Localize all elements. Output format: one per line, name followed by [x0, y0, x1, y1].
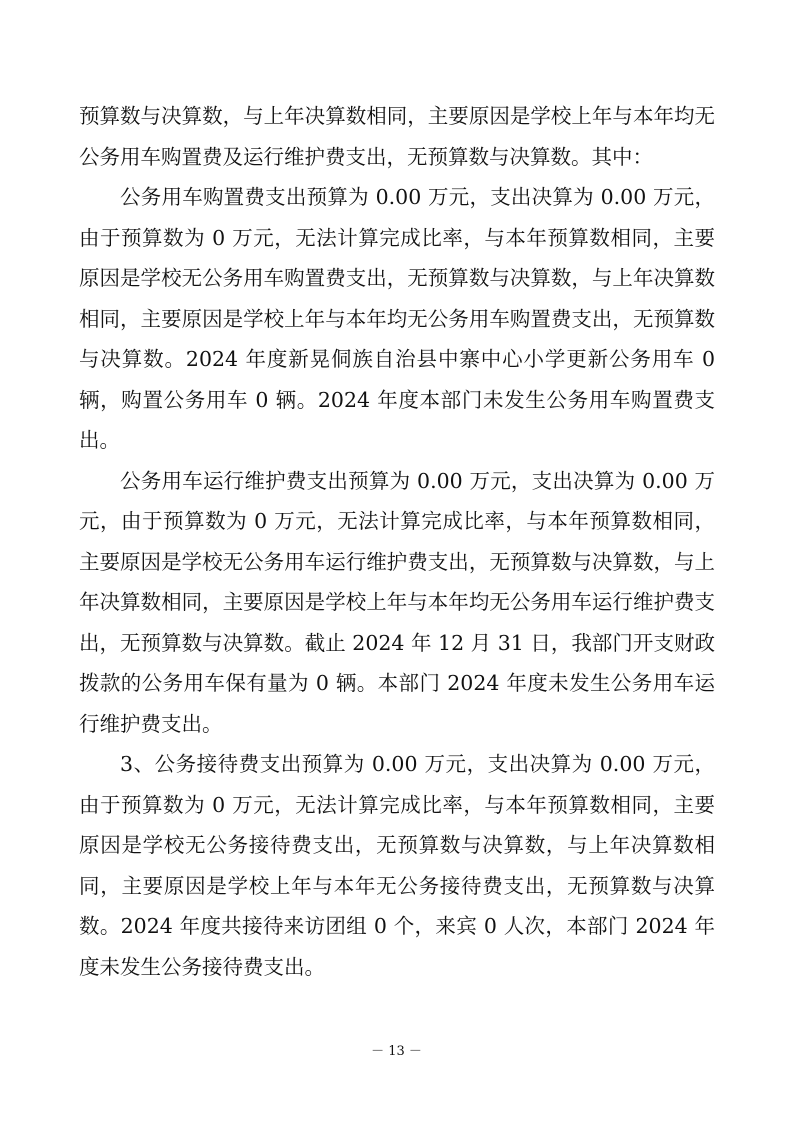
page-number: － 13 － — [371, 1044, 422, 1059]
paragraph-reception-expense: 3、公务接待费支出预算为 0.00 万元，支出决算为 0.00 万元，由于预算数为 0 万元，无法计算完成比率，与本年预算数相同，主要原因是学校无公务接待费支出，无预算数与决算数，与上年决算数相同，主要原因是学校上年与本年无公务接待费支出，无预算数与决算数。2024 年度共接待来访团组 0 个，来宾 0 人次，本部门 2024 年度未发生公务接待费支出。 — [79, 752, 715, 979]
paragraph-continuation: 预算数与决算数，与上年决算数相同，主要原因是学校上年与本年均无公务用车购置费及运行维护费支出，无预算数与决算数。其中： — [79, 104, 715, 169]
body-text — [79, 96, 715, 987]
paragraph-vehicle-purchase: 公务用车购置费支出预算为 0.00 万元，支出决算为 0.00 万元，由于预算数为 0 万元，无法计算完成比率，与本年预算数相同，主要原因是学校无公务用车购置费支出，无预算数与决算数，与上年决算数相同，主要原因是学校上年与本年均无公务用车购置费支出，无预算数与决算数。2024 年度新晃侗族自治县中寨中心小学更新公务用车 0 辆，购置公务用车 0 辆。2024 年度本部门未发生公务用车购置费支出。 — [79, 185, 715, 452]
paragraph-vehicle-operation: 公务用车运行维护费支出预算为 0.00 万元，支出决算为 0.00 万元，由于预算数为 0 万元，无法计算完成比率，与本年预算数相同，主要原因是学校无公务用车运行维护费支出，无预算数与决算数，与上年决算数相同，主要原因是学校上年与本年均无公务用车运行维护费支出，无预算数与决算数。截止 2024 年 12 月 31 日，我部门开支财政拨款的公务用车保有量为 0 辆。本部门 2024 年度未发生公务用车运行维护费支出。 — [79, 468, 715, 736]
